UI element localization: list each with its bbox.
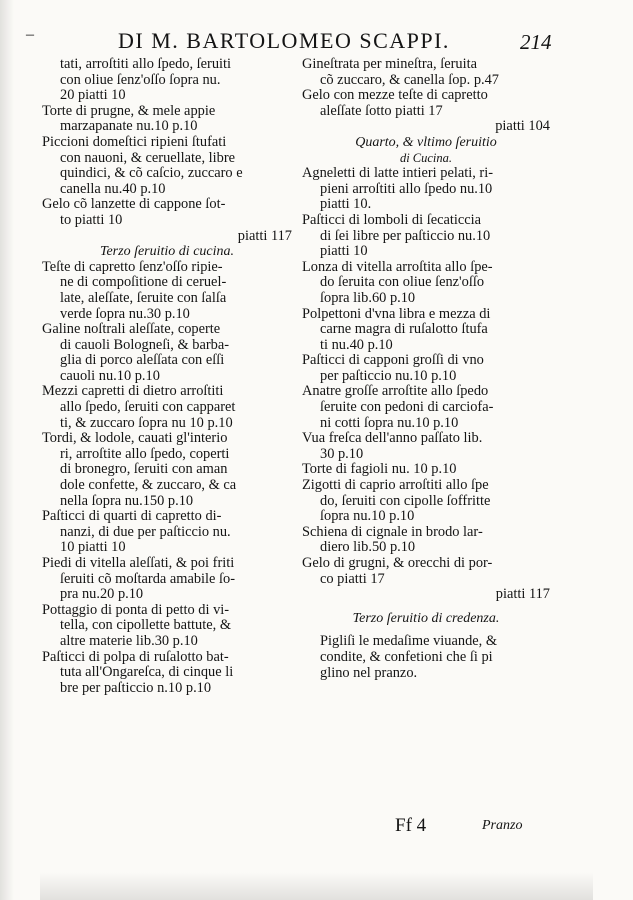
text-line: Paſticci di polpa di ruſalotto bat-: [42, 648, 229, 665]
text-line: altre materie lib.30 p.10: [60, 632, 198, 649]
text-line: to piatti 10: [60, 211, 123, 228]
text-line: Gineſtrata per mineſtra, ſeruita: [302, 56, 478, 72]
text-line: Pottaggio di ponta di petto di vi-: [42, 601, 230, 618]
section-heading: Terzo ſeruitio di credenza.: [352, 610, 500, 626]
page-edge-shadow: [0, 0, 14, 900]
text-line: con oliue ſenz'oſſo ſopra nu.: [60, 71, 221, 88]
text-line: Polpettoni d'vna libra e mezza di: [302, 305, 491, 322]
text-line: Mezzi capretti di dietro arroſtiti: [42, 383, 224, 400]
text-line: Torte di prugne, & mele appie: [42, 102, 216, 119]
text-line: ri, arroſtite allo ſpedo, coperti: [60, 445, 230, 462]
text-line: Paſticci di capponi groſſi di vno: [302, 352, 484, 369]
text-line: Zigotti di caprio arroſtiti allo ſpe: [302, 477, 489, 494]
text-line: 30 p.10: [320, 445, 364, 462]
signature-mark: Ff 4: [395, 815, 427, 836]
text-line: bre per paſticcio n.10 p.10: [60, 679, 212, 696]
text-line: do ſeruita con oliue ſenz'oſſo: [320, 274, 485, 291]
text-line: Anatre groſſe arroſtite allo ſpedo: [302, 383, 489, 400]
text-line: Gelo di grugni, & orecchi di por-: [302, 555, 493, 571]
text-line: ſopra lib.60 p.10: [320, 289, 416, 306]
text-line: Paſticci di lomboli di ſecaticcia: [302, 211, 482, 228]
text-line: per paſticcio nu.10 p.10: [320, 367, 457, 384]
text-line: tati, arroſtiti allo ſpedo, ſeruiti: [60, 56, 232, 72]
text-line: Agneletti di latte intieri pelati, ri-: [302, 165, 494, 182]
text-line: ne di compoſitione di ceruel-: [60, 274, 227, 291]
text-line: carne magra di ruſalotto ſtufa: [320, 321, 488, 338]
page-number: 214: [520, 30, 552, 54]
text-line: verde ſopra nu.30 p.10: [60, 305, 190, 322]
text-line: Teſte di capretto ſenz'oſſo ripie-: [42, 258, 223, 275]
text-line: piatti 104: [495, 118, 550, 135]
text-line: canella nu.40 p.10: [60, 180, 166, 197]
left-column: [42, 57, 292, 696]
text-line: cauoli nu.10 p.10: [60, 367, 160, 384]
text-line: quindici, & cõ caſcio, zuccaro e: [60, 165, 243, 182]
text-line: ti nu.40 p.10: [320, 336, 393, 353]
text-line: Gelo cõ lanzette di cappone ſot-: [42, 196, 226, 213]
text-line: ſeruiti cõ moſtarda amabile ſo-: [60, 570, 236, 587]
text-line: di bronegro, ſeruiti con aman: [60, 461, 228, 478]
text-line: Pigliſi le medaſime viuande, &: [320, 633, 498, 650]
text-line: cõ zuccaro, & canella ſop. p.47: [320, 71, 500, 88]
text-line: Schiena di cignale in brodo lar-: [302, 523, 483, 540]
margin-mark: –: [26, 26, 34, 43]
section-heading: Terzo ſeruitio di cucina.: [99, 244, 235, 260]
text-line: nanzi, di due per paſticcio nu.: [60, 523, 231, 540]
text-line: tuta all'Ongareſca, di cinque li: [60, 664, 234, 681]
text-line: Tordi, & lodole, cauati gl'interio: [42, 430, 228, 447]
page-bottom-shadow: [40, 872, 593, 900]
section-heading: Quarto, & vltimo ſeruitio: [355, 134, 497, 150]
text-line: di cauoli Bologneſi, & barba-: [60, 336, 230, 353]
text-line: Paſticci di quarti di capretto di-: [42, 508, 222, 525]
text-line: ſopra nu.10 p.10: [320, 508, 415, 525]
text-line: do, ſeruiti con cipolle ſoffritte: [320, 492, 491, 509]
text-line: 10 piatti 10: [60, 539, 126, 556]
text-line: piatti 10.: [320, 196, 372, 213]
spacer: [302, 603, 550, 611]
text-line: tella, con cipollette battute, &: [60, 617, 232, 634]
text-line: ni cotti ſopra nu.10 p.10: [320, 414, 459, 431]
text-line: Piedi di vitella aleſſati, & poi friti: [42, 555, 235, 571]
text-line: Gelo con mezze teſte di capretto: [302, 87, 488, 104]
text-line: ſeruite con pedoni di carciofa-: [320, 399, 494, 416]
text-line: co piatti 17: [320, 570, 385, 587]
text-line: 20 piatti 10: [60, 87, 126, 104]
text-line: pieni arroſtiti allo ſpedo nu.10: [320, 180, 493, 197]
text-line: condite, & confetioni che ſi pi: [320, 648, 493, 665]
text-line: Vua freſca dell'anno paſſato lib.: [302, 430, 483, 447]
text-line: allo ſpedo, ſeruiti con capparet: [60, 399, 236, 416]
text-line: di ſei libre per paſticcio nu.10: [320, 227, 491, 244]
text-line: glino nel pranzo.: [320, 664, 418, 681]
text-line: Lonza di vitella arroſtita allo ſpe-: [302, 258, 493, 275]
text-line: con nauoni, & ceruellate, libre: [60, 149, 236, 166]
text-line: ti, & zuccaro ſopra nu 10 p.10: [60, 414, 233, 431]
text-line: diero lib.50 p.10: [320, 539, 416, 556]
text-line: pra nu.20 p.10: [60, 586, 144, 603]
text-line: nella ſopra nu.150 p.10: [60, 492, 194, 509]
text-line: piatti 117: [237, 227, 292, 244]
catchword: Pranzo: [482, 818, 523, 833]
text-line: Piccioni domeſtici ripieni ſtufati: [42, 133, 227, 150]
text-line: marzapanate nu.10 p.10: [60, 118, 198, 135]
text-line: aleſſate ſotto piatti 17: [320, 102, 443, 119]
text-line: glia di porco aleſſata con eſſi: [60, 352, 225, 369]
right-column: [302, 57, 550, 681]
text-line: piatti 10: [320, 243, 368, 260]
text-line: Galine noſtrali aleſſate, coperte: [42, 321, 221, 338]
text-line: piatti 117: [495, 586, 550, 603]
section-heading: di Cucina.: [399, 150, 453, 165]
text-line: Torte di fagioli nu. 10 p.10: [302, 461, 457, 478]
text-line: dole confette, & zuccaro, & ca: [60, 477, 237, 494]
running-head: DI M. BARTOLOMEO SCAPPI.: [118, 28, 450, 53]
text-line: late, aleſſate, ſeruite con ſalſa: [60, 289, 227, 306]
